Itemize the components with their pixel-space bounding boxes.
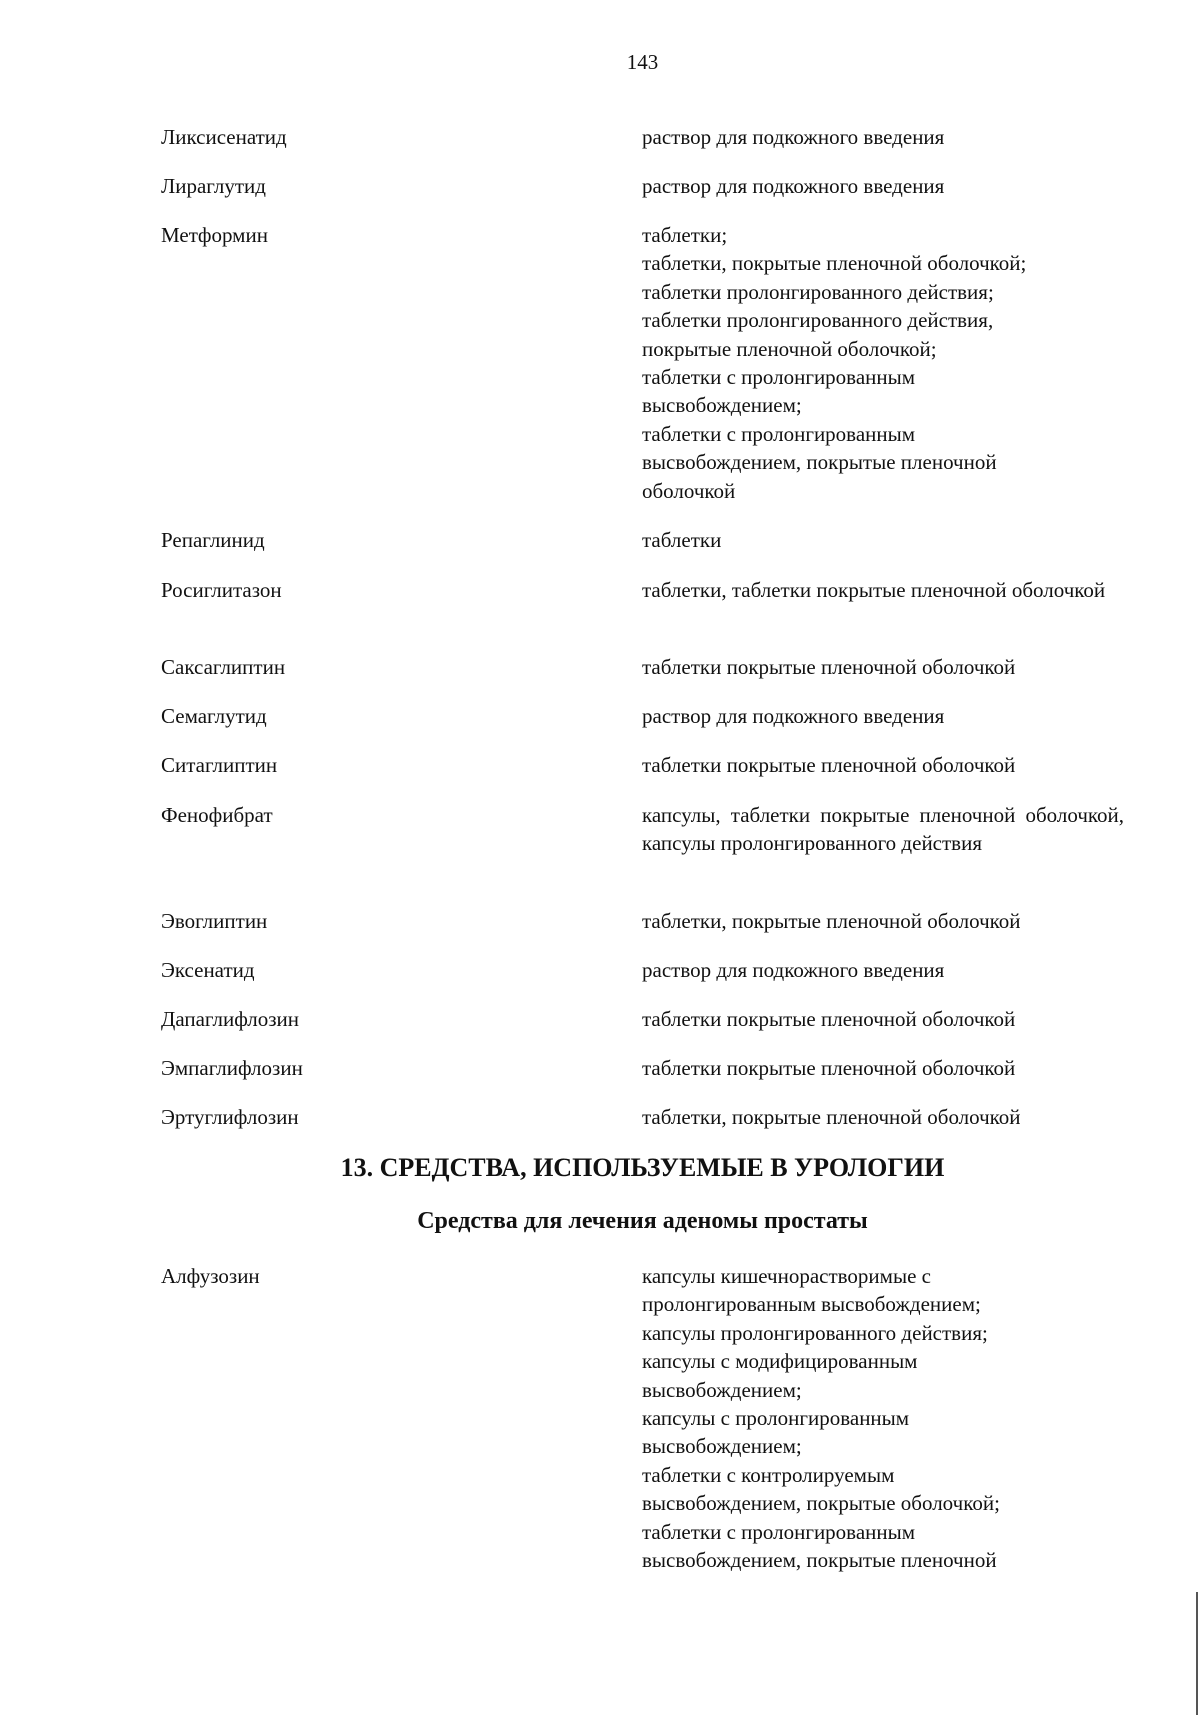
drug-name: Алфузозин bbox=[161, 1264, 260, 1288]
drug-form-line: таблетки, покрытые пленочной оболочкой; bbox=[642, 251, 1027, 276]
drug-form-line: капсулы с пролонгированным bbox=[642, 1406, 910, 1431]
drug-name: Дапаглифлозин bbox=[161, 1007, 300, 1031]
drug-form-line: пролонгированным высвобождением; bbox=[642, 1292, 981, 1317]
drug-form-line: покрытые пленочной оболочкой; bbox=[642, 336, 937, 361]
drug-form-line: таблетки с пролонгированным bbox=[642, 1519, 916, 1544]
drug-form-line: раствор для подкожного введения bbox=[642, 125, 945, 149]
drug-form-line: таблетки пролонгированного действия, bbox=[642, 308, 994, 333]
drug-form-line: раствор для подкожного введения bbox=[642, 704, 945, 728]
drug-name: Эксенатид bbox=[161, 958, 255, 982]
drug-form-cell bbox=[642, 221, 1124, 505]
drug-form-line: таблетки покрытые пленочной оболочкой bbox=[642, 655, 1016, 679]
drug-form-line: высвобождением; bbox=[642, 393, 802, 418]
drug-name: Метформин bbox=[161, 223, 268, 247]
drug-row bbox=[0, 221, 1200, 526]
drug-form-line: раствор для подкожного введения bbox=[642, 174, 945, 198]
drug-form-cell bbox=[642, 1103, 1124, 1131]
drug-row bbox=[0, 751, 1200, 801]
drug-row bbox=[0, 1005, 1200, 1054]
drug-form-line: высвобождением, покрытые пленочной bbox=[642, 1548, 997, 1573]
page-number: 143 bbox=[626, 50, 659, 74]
drug-row bbox=[0, 123, 1200, 172]
drug-form-line: высвобождением; bbox=[642, 1434, 802, 1459]
drug-form-cell: капсулы, таблетки покрытые пленочной оболочкой, капсулы пролонгированного действия bbox=[642, 803, 1124, 856]
drug-form-line: таблетки покрытые пленочной оболочкой bbox=[642, 1056, 1016, 1080]
drug-name: Фенофибрат bbox=[161, 803, 273, 827]
drug-form-line: таблетки, покрытые пленочной оболочкой bbox=[642, 1105, 1021, 1129]
drug-form-line: таблетки с контролируемым bbox=[642, 1462, 895, 1487]
drug-form-line: таблетки; bbox=[642, 223, 728, 247]
drug-form-line: таблетки bbox=[642, 528, 722, 552]
drug-list-top bbox=[0, 123, 1200, 1133]
drug-row bbox=[0, 1262, 1200, 1574]
drug-form-line: таблетки покрытые пленочной оболочкой bbox=[642, 1007, 1016, 1031]
drug-form-cell bbox=[642, 526, 1124, 554]
drug-name: Эвоглиптин bbox=[161, 909, 268, 933]
drug-form-cell bbox=[642, 653, 1124, 681]
drug-name: Ликсисенатид bbox=[161, 125, 287, 149]
drug-row bbox=[0, 801, 1200, 907]
drug-form-cell bbox=[642, 1005, 1124, 1033]
drug-form-line: таблетки с пролонгированным bbox=[642, 421, 916, 446]
drug-form-line: таблетки, покрытые пленочной оболочкой bbox=[642, 909, 1021, 933]
drug-row bbox=[0, 526, 1200, 576]
drug-row bbox=[0, 1103, 1200, 1133]
drug-form-cell bbox=[642, 751, 1124, 779]
scan-margin-line bbox=[1196, 1592, 1198, 1715]
drug-row bbox=[0, 576, 1200, 653]
drug-form-line: таблетки с пролонгированным bbox=[642, 365, 916, 390]
drug-form-line: капсулы кишечнорастворимые с bbox=[642, 1264, 931, 1288]
drug-form-line: оболочкой bbox=[642, 478, 736, 503]
drug-form-line: капсулы пролонгированного действия; bbox=[642, 1320, 988, 1345]
drug-row bbox=[0, 907, 1200, 956]
drug-name: Репаглинид bbox=[161, 528, 265, 552]
drug-name: Ситаглиптин bbox=[161, 753, 278, 777]
drug-form-cell bbox=[642, 702, 1124, 730]
drug-name: Эмпаглифлозин bbox=[161, 1056, 303, 1080]
drug-name: Росиглитазон bbox=[161, 578, 282, 602]
drug-form-line: таблетки покрытые пленочной оболочкой bbox=[642, 753, 1016, 777]
drug-form-cell bbox=[642, 123, 1124, 151]
drug-row bbox=[0, 1054, 1200, 1103]
drug-row bbox=[0, 653, 1200, 702]
section-title: 13. СРЕДСТВА, ИСПОЛЬЗУЕМЫЕ В УРОЛОГИИ bbox=[340, 1153, 945, 1182]
drug-name: Эртуглифлозин bbox=[161, 1105, 299, 1129]
drug-form-cell bbox=[642, 1262, 1124, 1574]
drug-form-line: высвобождением, покрытые пленочной bbox=[642, 450, 997, 475]
drug-form-line: капсулы с модифицированным bbox=[642, 1349, 918, 1374]
drug-name: Лираглутид bbox=[161, 174, 266, 198]
drug-row bbox=[0, 956, 1200, 1005]
drug-form-cell: таблетки, таблетки покрытые пленочной оболочкой bbox=[642, 578, 1106, 602]
drug-list-bottom bbox=[0, 1262, 1200, 1574]
drug-form-line: таблетки пролонгированного действия; bbox=[642, 279, 994, 304]
drug-name: Саксаглиптин bbox=[161, 655, 286, 679]
drug-row bbox=[0, 702, 1200, 751]
drug-form-cell bbox=[642, 172, 1124, 200]
drug-form-line: высвобождением, покрытые оболочкой; bbox=[642, 1491, 1000, 1516]
drug-form-cell bbox=[642, 1054, 1124, 1082]
drug-form-line: раствор для подкожного введения bbox=[642, 958, 945, 982]
drug-row bbox=[0, 172, 1200, 221]
drug-form-line: высвобождением; bbox=[642, 1377, 802, 1402]
subsection-title: Средства для лечения аденомы простаты bbox=[417, 1208, 868, 1234]
drug-form-cell bbox=[642, 907, 1124, 935]
drug-form-cell bbox=[642, 956, 1124, 984]
drug-name: Семаглутид bbox=[161, 704, 267, 728]
